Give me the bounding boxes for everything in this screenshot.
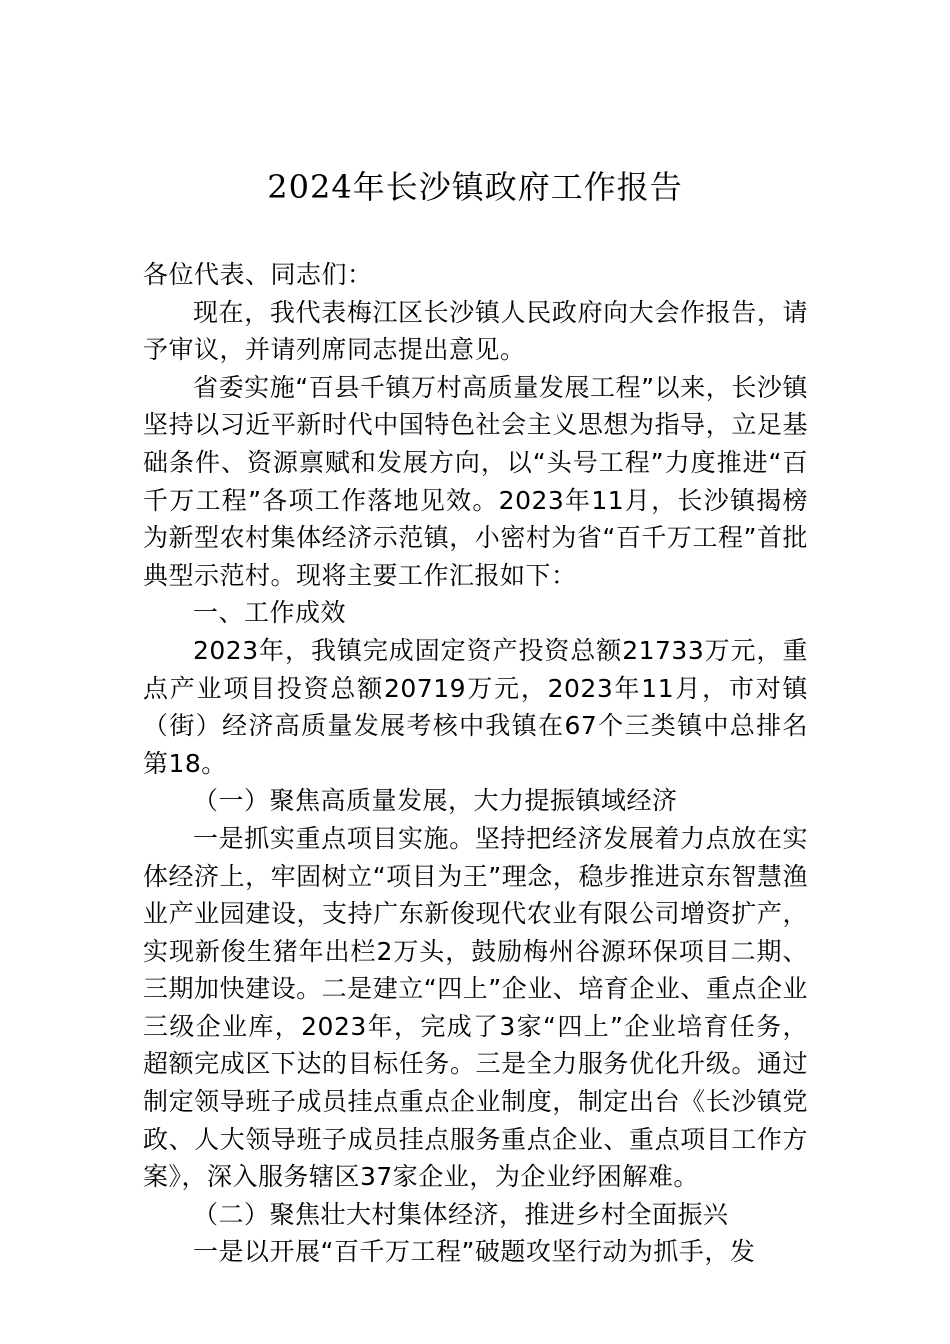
paragraph-investment: 2023年，我镇完成固定资产投资总额21733万元，重点产业项目投资总额20719万元，2023年11月，市对镇（街）经济高质量发展考核中我镇在67个三类镇中总排名第18。 xyxy=(143,635,808,778)
paragraph-village: 一是以开展“百千万工程”破题攻坚行动为抓手，发 xyxy=(193,1237,756,1267)
paragraph-intro: 现在，我代表梅江区长沙镇人民政府向大会作报告，请予审议，并请列席同志提出意见。 xyxy=(143,297,808,365)
section-heading-achievements: 一、工作成效 xyxy=(193,598,347,628)
document-title: 2024年长沙镇政府工作报告 xyxy=(267,168,683,206)
paragraph-background: 省委实施“百县千镇万村高质量发展工程”以来，长沙镇坚持以习近平新时代中国特色社会主义思想为指导，立足基础条件、资源禀赋和发展方向，以“头号工程”力度推进“百千万工程”各项工作落地见效。2023年11月，长沙镇揭榜为新型农村集体经济示范镇，小密村为省“百千万工程”首批典型示范村。现将主要工作汇报如下： xyxy=(143,372,808,590)
subsection-heading-village: （二）聚焦壮大村集体经济，推进乡村全面振兴 xyxy=(193,1199,729,1229)
greeting: 各位代表、同志们： xyxy=(143,260,373,289)
subsection-heading-economy: （一）聚焦高质量发展，大力提振镇域经济 xyxy=(193,786,678,816)
paragraph-projects: 一是抓实重点项目实施。坚持把经济发展着力点放在实体经济上，牢固树立“项目为王”理念，稳步推进京东智慧渔业产业园建设，支持广东新俊现代农业有限公司增资扩产，实现新俊生猪年出栏2万头，鼓励梅州谷源环保项目二期、三期加快建设。二是建立“四上”企业、培育企业、重点企业三级企业库，2023年，完成了3家“四上”企业培育任务，超额完成区下达的目标任务。三是全力服务优化升级。通过制定领导班子成员挂点重点企业制度，制定出台《长沙镇党政、人大领导班子成员挂点服务重点企业、重点项目工作方案》，深入服务辖区37家企业，为企业纾困解难。 xyxy=(143,823,808,1192)
document-body xyxy=(143,256,808,1271)
